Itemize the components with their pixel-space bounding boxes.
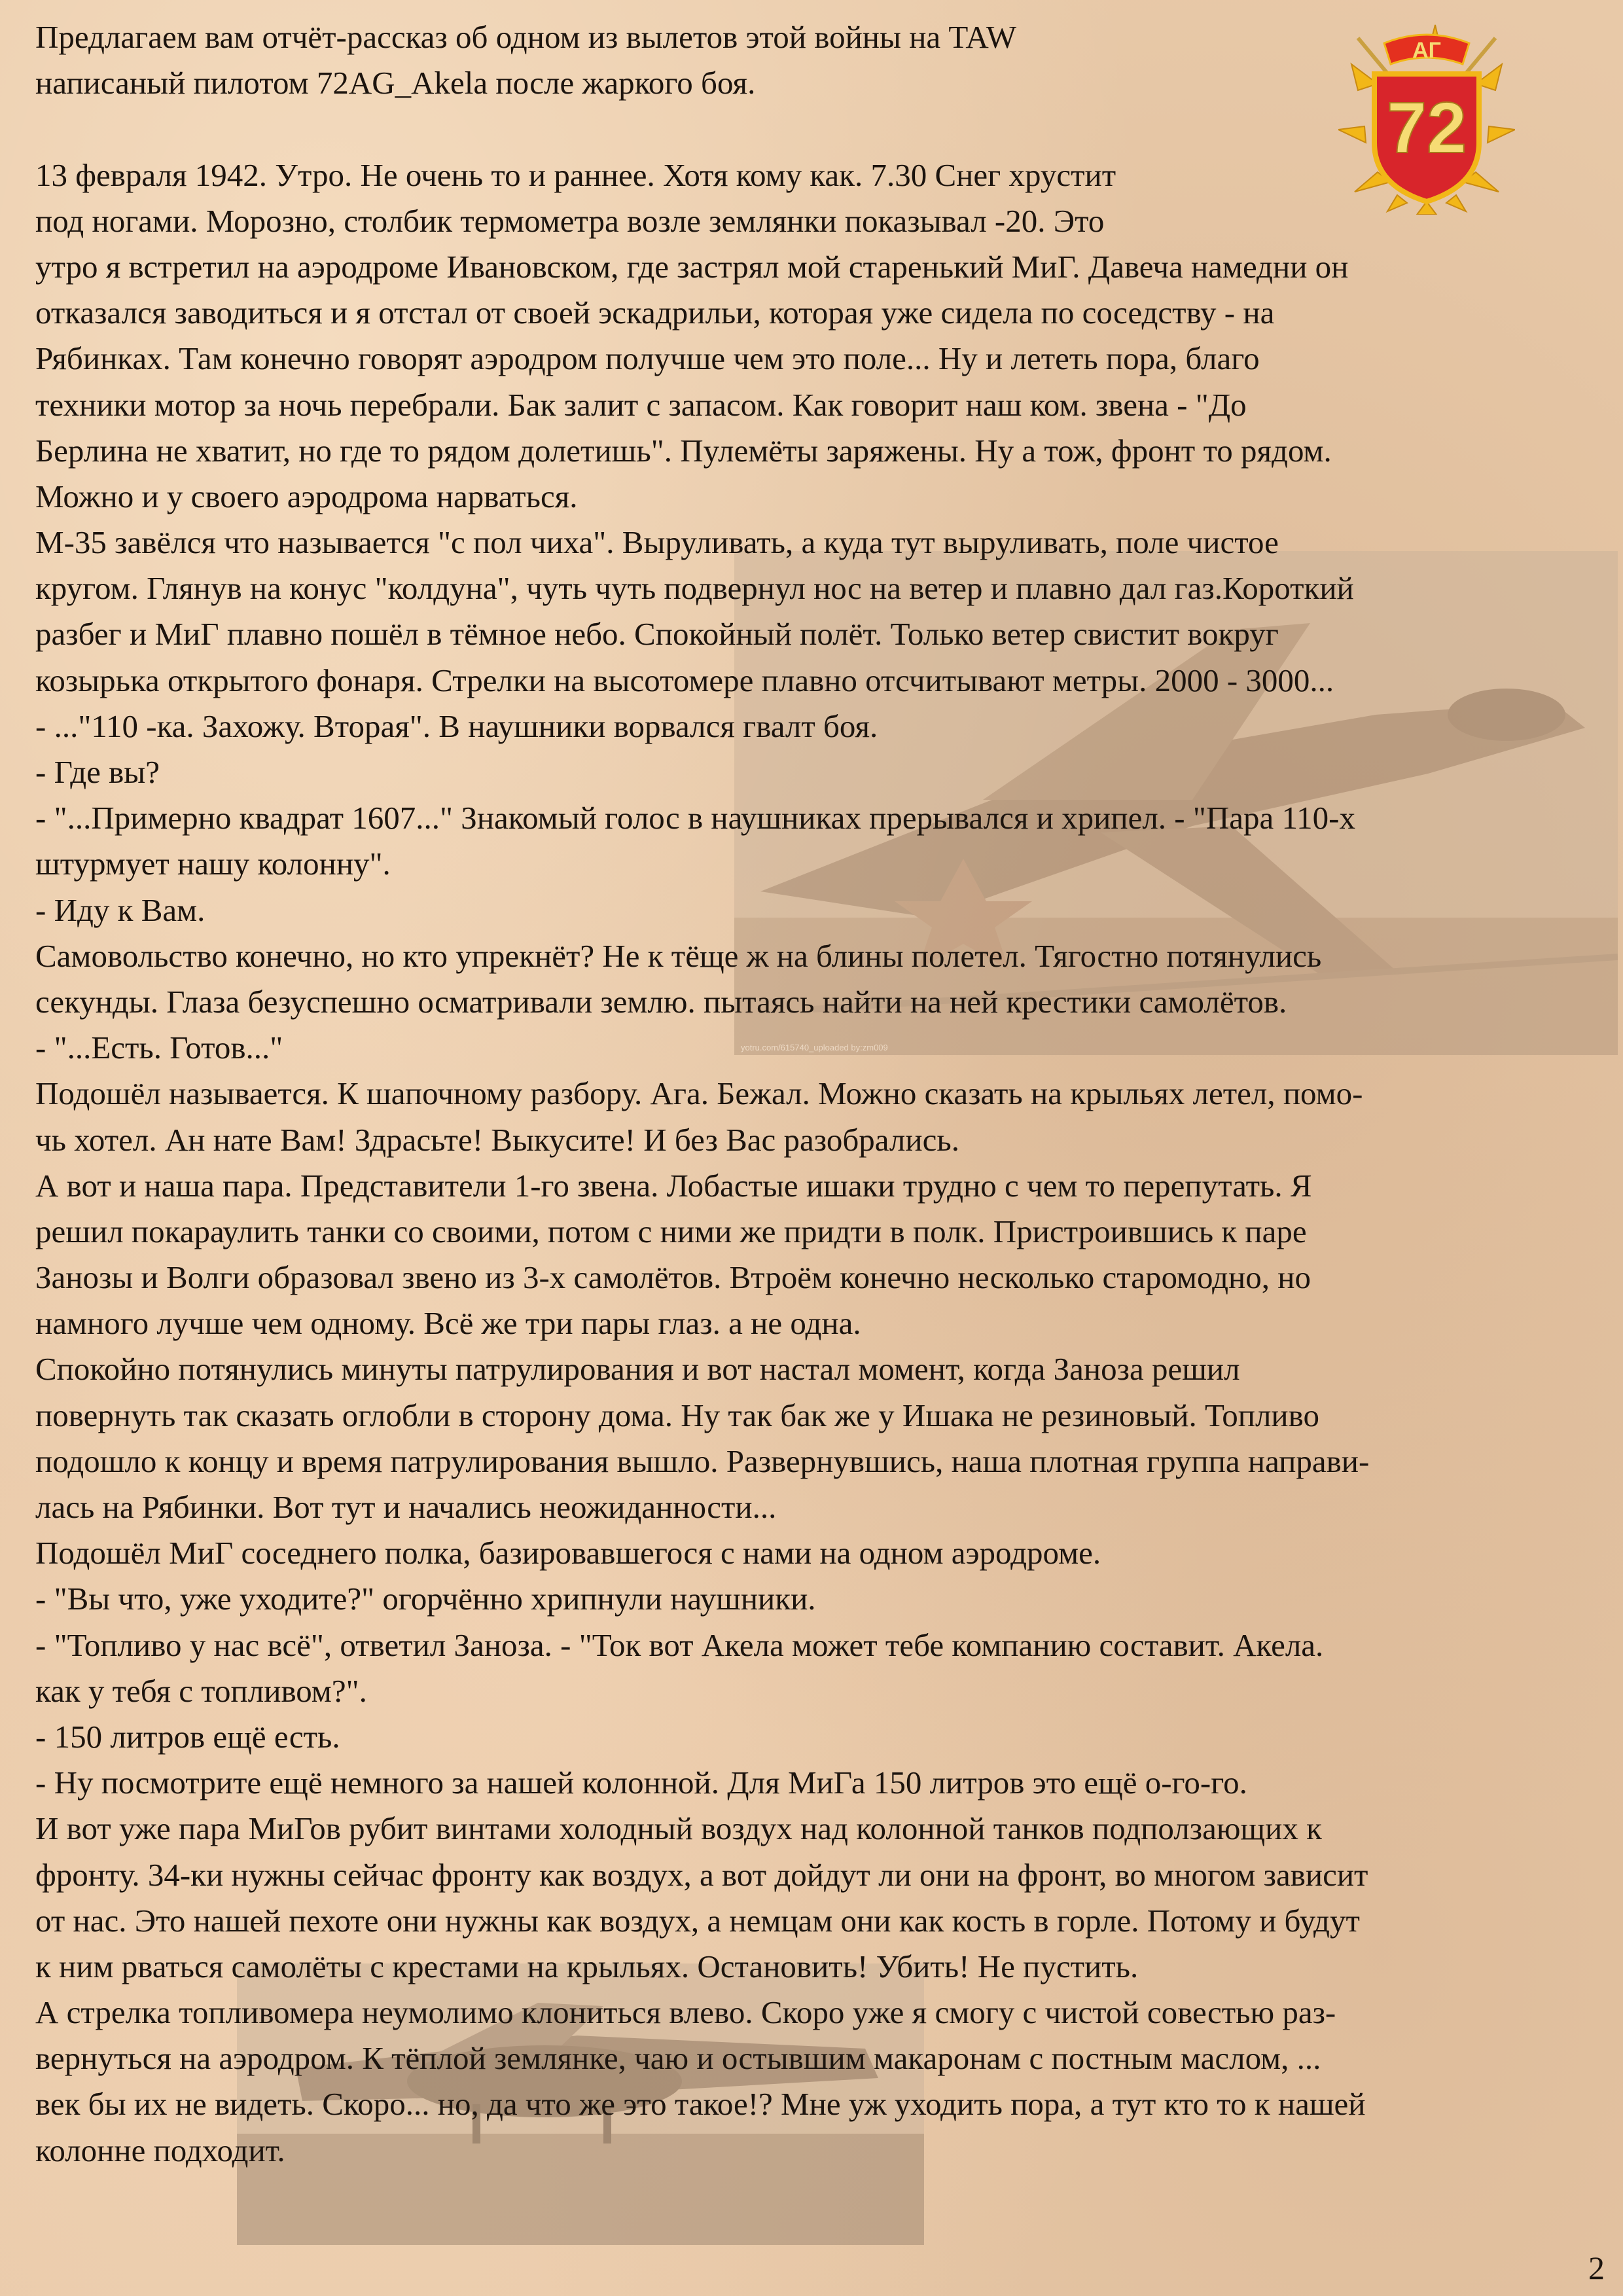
text-line: секунды. Глаза безуспешно осматривали землю. пытаясь найти на ней крестики самолётов.	[35, 983, 1287, 1020]
text-line: М-35 завёлся что называется "с пол чиха". Выруливать, а куда тут выруливать, поле чистое	[35, 524, 1279, 561]
text-line: под ногами. Морозно, столбик термометра возле землянки показывал -20. Это	[35, 202, 1105, 239]
text-line: Подошёл МиГ соседнего полка, базировавшегося с нами на одном аэродроме.	[35, 1535, 1101, 1571]
text-line: Рябинках. Там конечно говорят аэродром получше чем это поле... Ну и лететь пора, благо	[35, 340, 1260, 377]
text-line: повернуть так сказать оглобли в сторону дома. Ну так бак же у Ишака не резиновый. Топливо	[35, 1397, 1319, 1433]
text-line: Занозы и Волги образовал звено из 3-х самолётов. Втроём конечно несколько старомодно, но	[35, 1259, 1311, 1296]
paragraph-gap	[35, 106, 1619, 152]
text-line: Берлина не хватит, но где то рядом долетишь". Пулемёты заряжены. Ну а тож, фронт то рядом.	[35, 432, 1332, 469]
text-line: лась на Рябинки. Вот тут и начались неожиданности...	[35, 1489, 777, 1525]
text-line: как у тебя с топливом?".	[35, 1672, 367, 1709]
text-line: штурмует нашу колонну".	[35, 846, 391, 882]
text-line: Подошёл называется. К шапочному разбору. Ага. Бежал. Можно сказать на крыльях летел, помо-	[35, 1075, 1363, 1112]
text-line: подошло к концу и время патрулирования вышло. Развернувшись, наша плотная группа направи-	[35, 1443, 1370, 1479]
text-line: И вот уже пара МиГов рубит винтами холодный воздух над колонной танков подползающих к	[35, 1810, 1322, 1847]
text-line: - "Топливо у нас всё", ответил Заноза. - "Ток вот Акела может тебе компанию составит. Акела.	[35, 1626, 1324, 1663]
text-line: А стрелка топливомера неумолимо клониться влево. Скоро уже я смогу с чистой совестью раз-	[35, 1994, 1336, 2031]
text-line: век бы их не видеть. Скоро... но, да что же это такое!? Мне уж уходить пора, а тут кто то к нашей	[35, 2086, 1366, 2123]
photo-caption: yotru.com/615740_uploaded by:zm009	[741, 1043, 888, 1052]
text-line: 13 февраля 1942. Утро. Не очень то и раннее. Хотя кому как. 7.30 Снег хрустит	[35, 156, 1116, 193]
text-line: - "Вы что, уже уходите?" огорчённо хрипнули наушники.	[35, 1581, 816, 1617]
emblem-ribbon-text: АГ	[1412, 38, 1441, 63]
text-line: разбег и МиГ плавно пошёл в тёмное небо. Спокойный полёт. Только ветер свистит вокруг	[35, 616, 1279, 653]
text-line: техники мотор за ночь перебрали. Бак залит с запасом. Как говорит наш ком. звена - "До	[35, 386, 1247, 423]
page-number: 2	[1588, 2250, 1605, 2286]
text-line: Можно и у своего аэродрома нарваться.	[35, 478, 578, 514]
text-line: колонне подходит.	[35, 2132, 285, 2168]
text-line: Предлагаем вам отчёт-рассказ об одном из вылетов этой войны на TAW	[35, 19, 1017, 55]
text-line: - "...Есть. Готов..."	[35, 1030, 283, 1066]
text-line: написаный пилотом 72AG_Akela после жаркого боя.	[35, 65, 756, 101]
text-line: отказался заводиться и я отстал от своей эскадрильи, которая уже сидела по соседству - на	[35, 295, 1275, 331]
text-line: козырька открытого фонаря. Стрелки на высотомере плавно отсчитывают метры. 2000 - 3000...	[35, 662, 1334, 698]
text-line: Самовольство конечно, но кто упрекнёт? Не к тёще ж на блины полетел. Тягостно потянулись	[35, 937, 1322, 974]
text-line: от нас. Это нашей пехоте они нужны как воздух, а немцам они как кость в горле. Потому и будут	[35, 1902, 1360, 1939]
text-line: фронту. 34-ки нужны сейчас фронту как воздух, а вот дойдут ли они на фронт, во многом зависит	[35, 1856, 1368, 1893]
text-line: намного лучше чем одному. Всё же три пары глаз. а не одна.	[35, 1305, 861, 1342]
text-line: решил покараулить танки со своими, потом с ними же придти в полк. Пристроившись к паре	[35, 1213, 1307, 1249]
text-line: чь хотел. Ан нате Вам! Здрасьте! Выкусите! И без Вас разобрались.	[35, 1121, 959, 1158]
text-line: Спокойно потянулись минуты патрулирования и вот настал момент, когда Заноза решил	[35, 1351, 1240, 1388]
text-line: кругом. Глянув на конус "колдуна", чуть чуть подвернул нос на ветер и плавно дал газ.Короткий	[35, 570, 1354, 607]
emblem-number-text: 72	[1386, 88, 1467, 168]
text-line: - Где вы?	[35, 754, 160, 790]
text-line: А вот и наша пара. Представители 1-го звена. Лобастые ишаки трудно с чем то перепутать. Я	[35, 1167, 1312, 1204]
text-line: - Иду к Вам.	[35, 891, 205, 928]
text-line: - ..."110 -ка. Захожу. Вторая". В наушники ворвался гвалт боя.	[35, 708, 878, 744]
text-line: - "...Примерно квадрат 1607..." Знакомый голос в наушниках прерывался и хрипел. - "Пара 110-х	[35, 800, 1355, 836]
text-line: вернуться на аэродром. К тёплой землянке, чаю и остывшим макаронам с постным маслом, ...	[35, 2040, 1321, 2077]
story-text	[35, 14, 1619, 2174]
text-line: утро я встретил на аэродроме Ивановском, где застрял мой старенький МиГ. Давеча намедни он	[35, 248, 1349, 285]
text-line: к ним рваться самолёты с крестами на крыльях. Остановить! Убить! Не пустить.	[35, 1948, 1139, 1984]
text-line: - 150 литров ещё есть.	[35, 1718, 340, 1755]
text-line: - Ну посмотрите ещё немного за нашей колонной. Для МиГа 150 литров это ещё о-го-го.	[35, 1765, 1247, 1801]
